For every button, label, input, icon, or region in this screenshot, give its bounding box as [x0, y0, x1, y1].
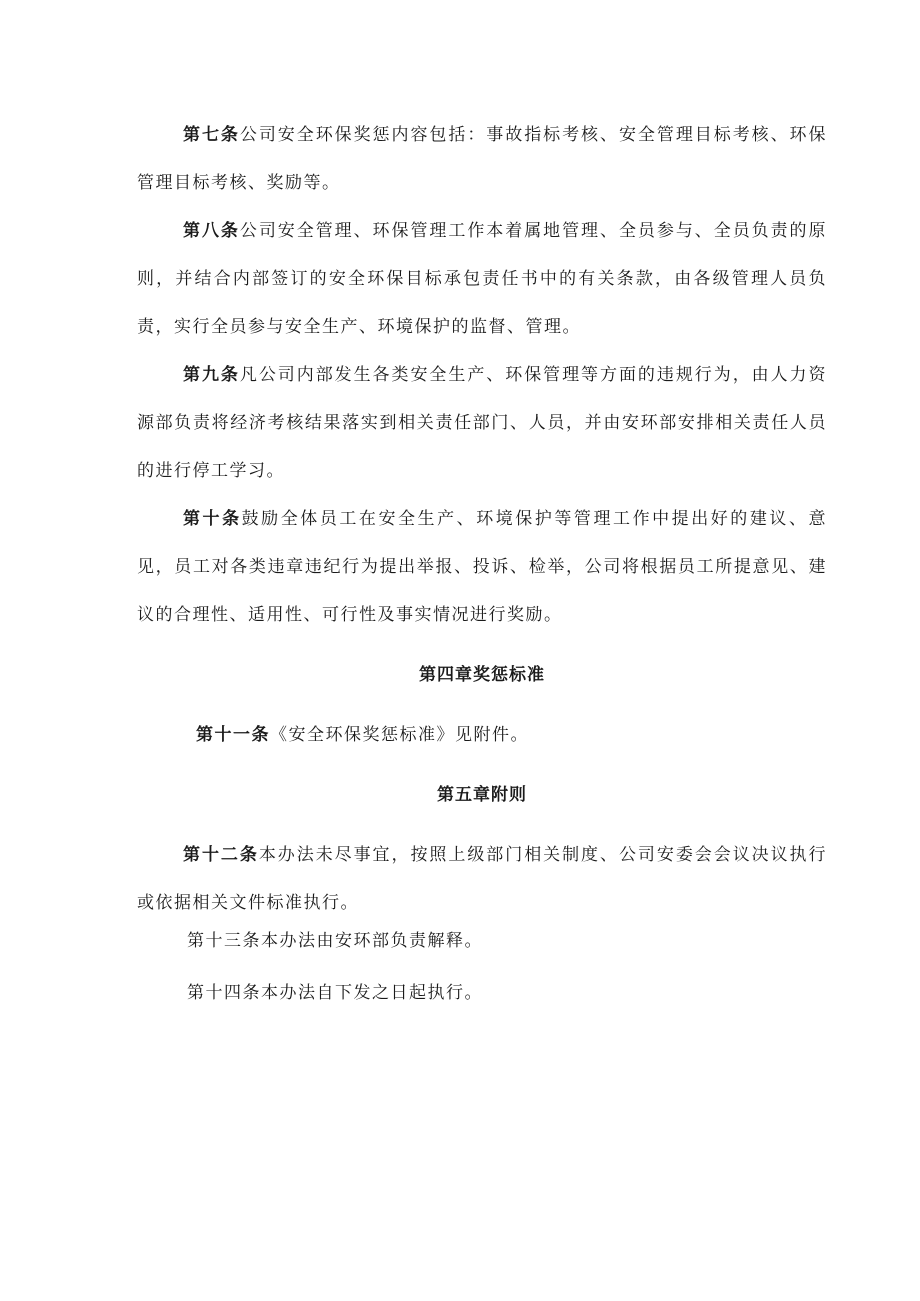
article-11 [196, 711, 529, 759]
article-9-label: 第九条 [183, 365, 240, 385]
article-11-text: 《安全环保奖惩标准》见附件。 [270, 725, 529, 745]
article-7 [137, 111, 827, 207]
article-12-label: 第十二条 [183, 845, 259, 865]
article-7-label: 第七条 [183, 125, 240, 145]
article-8 [137, 207, 827, 351]
article-8-text: 公司安全管理、环保管理工作本着属地管理、全员参与、全员负责的原则，并结合内部签订的安全环保目标承包责任书中的有关条款，由各级管理人员负责，实行全员参与安全生产、环境保护的监督、管理。 [137, 221, 828, 337]
chapter-5-heading: 第五章附则 [437, 785, 527, 805]
article-9-text: 凡公司内部发生各类安全生产、环保管理等方面的违规行为，由人力资源部负责将经济考核结果落实到相关责任部门、人员，并由安环部安排相关责任人员的进行停工学习。 [137, 365, 828, 481]
article-14: 第十四条本办法自下发之日起执行。 [187, 983, 483, 1003]
article-12-text: 本办法未尽事宜，按照上级部门相关制度、公司安委会会议决议执行或依据相关文件标准执行。 [137, 845, 828, 913]
article-10-text: 鼓励全体员工在安全生产、环境保护等管理工作中提出好的建议、意见，员工对各类违章违纪行为提出举报、投诉、检举，公司将根据员工所提意见、建议的合理性、适用性、可行性及事实情况进行奖励。 [137, 509, 827, 625]
article-9 [137, 351, 827, 495]
article-8-label: 第八条 [183, 221, 240, 241]
article-10 [137, 495, 827, 639]
article-13: 第十三条本办法由安环部负责解释。 [187, 931, 483, 951]
article-7-text: 公司安全环保奖惩内容包括：事故指标考核、安全管理目标考核、环保管理目标考核、奖励等。 [137, 125, 828, 193]
chapter-4-heading: 第四章奖惩标准 [419, 665, 545, 685]
article-12 [137, 831, 827, 927]
article-10-label: 第十条 [183, 509, 242, 529]
article-11-label: 第十一条 [196, 725, 270, 745]
